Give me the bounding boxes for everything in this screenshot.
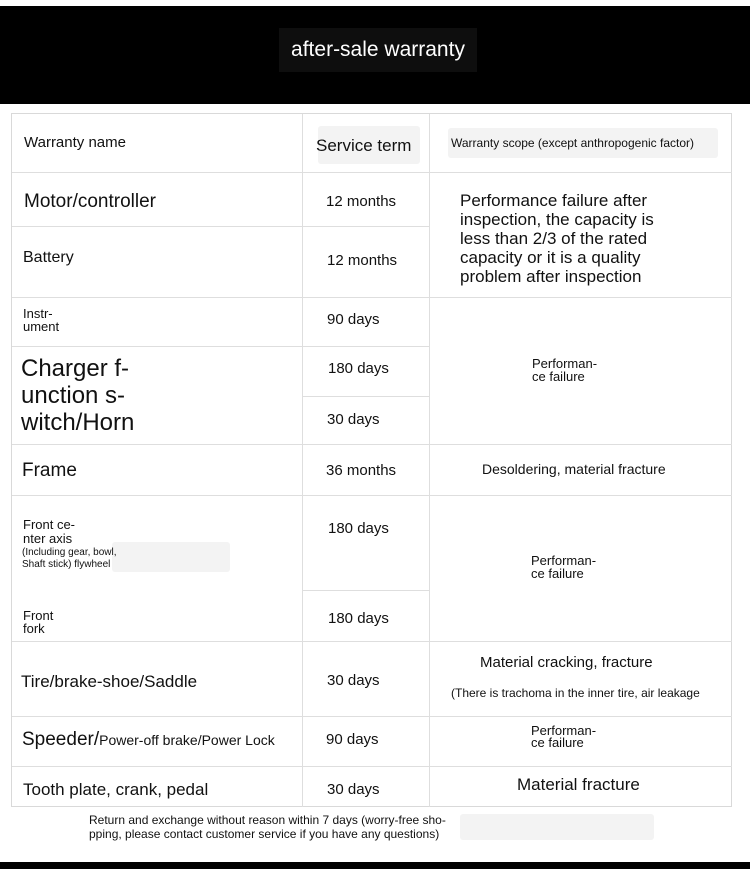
scope-performance-failure-2: Performan- ce failure bbox=[531, 553, 597, 581]
row-term-speeder: 90 days bbox=[326, 731, 379, 748]
page-title: after-sale warranty bbox=[279, 28, 477, 72]
row-divider bbox=[12, 297, 732, 298]
header-banner bbox=[0, 6, 750, 104]
row-term-switch-horn: 30 days bbox=[327, 411, 380, 428]
row-term-motor: 12 months bbox=[326, 193, 397, 210]
header-warranty-scope: Warranty scope (except anthropogenic factor) bbox=[451, 136, 695, 150]
return-policy-note: Return and exchange without reason within 7 days (worry-free sho- pping, please contact customer service if you have any questions) bbox=[89, 813, 446, 841]
row-name-front-center-axis: Front ce- nter axis bbox=[23, 517, 76, 546]
row-name-battery: Battery bbox=[23, 249, 74, 266]
row-name-tire: Tire/brake-shoe/Saddle bbox=[21, 672, 198, 691]
scope-motor-battery: Performance failure after inspection, the capacity is less than 2/3 of the rated capacity or it is a quality problem after inspection bbox=[460, 191, 654, 286]
header-service-term: Service term bbox=[316, 136, 412, 155]
row-divider bbox=[12, 226, 430, 227]
scope-frame: Desoldering, material fracture bbox=[482, 461, 666, 477]
row-name-speeder: Speeder/Power-off brake/Power Lock bbox=[22, 729, 275, 750]
row-divider bbox=[12, 641, 732, 642]
row-divider bbox=[12, 716, 732, 717]
scope-performance-failure-1: Performan- ce failure bbox=[532, 356, 598, 384]
col-divider bbox=[429, 114, 430, 807]
row-term-tooth-plate: 30 days bbox=[327, 781, 380, 798]
row-term-tire: 30 days bbox=[327, 672, 380, 689]
scope-tire-detail: (There is trachoma in the inner tire, air leakage bbox=[451, 686, 700, 700]
row-term-front-center-axis: 180 days bbox=[328, 520, 389, 537]
row-name-front-center-axis-detail: (Including gear, bowl, Shaft stick) flywheel bbox=[22, 547, 117, 570]
col-divider bbox=[302, 114, 303, 807]
row-name-tooth-plate: Tooth plate, crank, pedal bbox=[23, 780, 209, 799]
row-term-frame: 36 months bbox=[326, 462, 397, 479]
scope-tire-main: Material cracking, fracture bbox=[480, 654, 653, 671]
footer-bar bbox=[0, 862, 750, 869]
row-name-front-fork: Front fork bbox=[23, 608, 54, 636]
row-term-front-fork: 180 days bbox=[328, 610, 389, 627]
row-term-instrument: 90 days bbox=[327, 311, 380, 328]
row-divider bbox=[12, 444, 732, 445]
scope-tooth-plate: Material fracture bbox=[517, 775, 640, 794]
row-name-instrument: Instr- ument bbox=[23, 306, 60, 334]
scope-performance-failure-3: Performan- ce failure bbox=[531, 723, 597, 750]
row-divider bbox=[12, 346, 430, 347]
row-term-battery: 12 months bbox=[327, 252, 398, 269]
text-patch bbox=[112, 542, 230, 572]
row-divider bbox=[12, 172, 732, 173]
row-term-charger: 180 days bbox=[328, 360, 389, 377]
row-divider bbox=[12, 495, 732, 496]
row-name-motor: Motor/controller bbox=[24, 191, 156, 212]
text-patch bbox=[460, 814, 654, 840]
row-divider bbox=[302, 590, 430, 591]
row-divider bbox=[302, 396, 430, 397]
header-warranty-name: Warranty name bbox=[24, 134, 126, 151]
row-divider bbox=[12, 766, 732, 767]
row-name-frame: Frame bbox=[22, 460, 77, 481]
row-name-charger: Charger f- unction s- witch/Horn bbox=[21, 355, 135, 436]
